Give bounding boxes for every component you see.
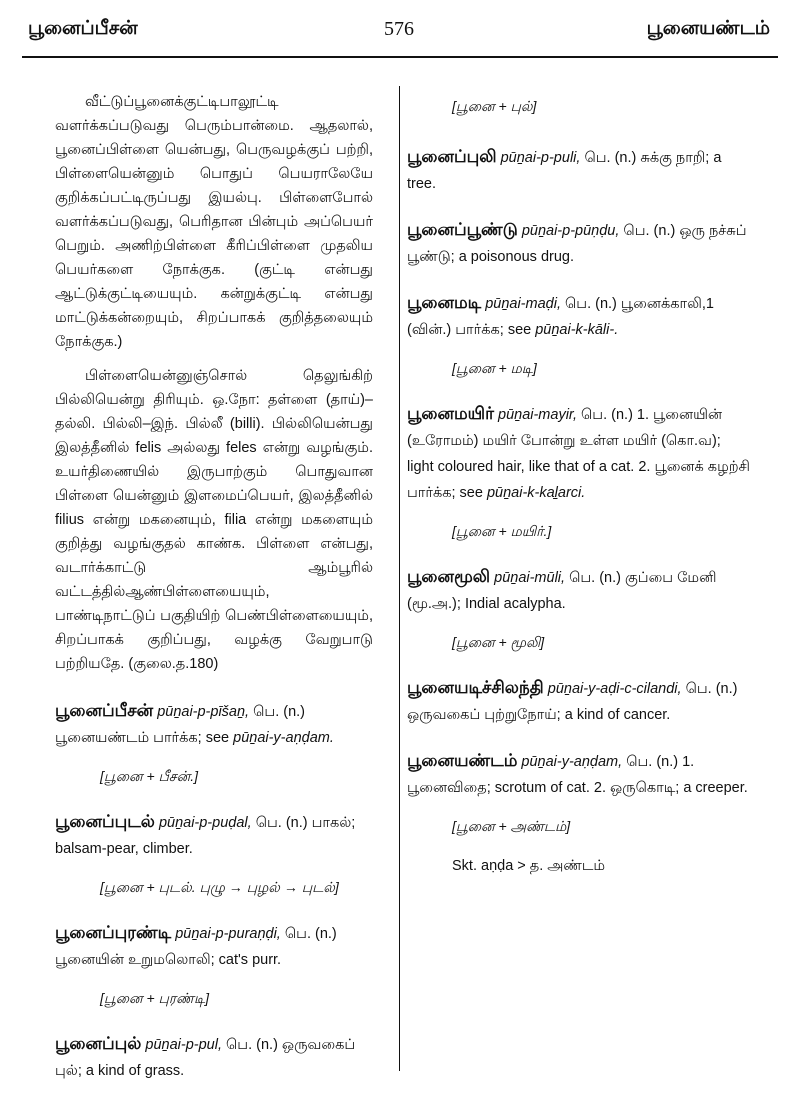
entry-definition: பெ. (n.) குப்பை மேனி (மூ.அ.); Indial acalypha.: [407, 570, 717, 612]
column-divider: [399, 86, 400, 1071]
entry-transliteration: pūṉai-p-pūṇḍu,: [521, 223, 620, 239]
entry-definition: பெ. (n.) ஒரு நச்சுப் பூண்டு; a poisonous drug.: [407, 223, 747, 265]
entry-poonai-p-pul: [55, 1031, 373, 1084]
entry-etymology: [பூனை + பீசன்.]: [100, 768, 199, 784]
entry-transliteration: pūṉai-p-pul,: [145, 1037, 222, 1053]
entry-transliteration: pūṉai-p-puraṇḍi,: [175, 926, 281, 942]
entry-transliteration: pūṉai-y-aṇḍam,: [521, 754, 623, 770]
entry-definition: பெ. (n.) ஒருவகைப் புற்றுநோய்; a kind of cancer.: [407, 681, 738, 723]
entry-etymology: [பூனை + மயிர்.]: [452, 523, 552, 539]
entry-poonai-p-purandi: [55, 920, 373, 1011]
entry-etymology: [பூனை + அண்டம்]: [452, 818, 571, 834]
entry-poonai-y-andam: [407, 748, 750, 879]
entry-definition: பெ. (n.) பூனைக்காலி,1 (வின்.) பார்க்க; see: [407, 296, 714, 338]
entry-poonai-madi: [407, 290, 750, 381]
left-running-headword: பூனைப்பீசன்: [28, 18, 138, 39]
entry-transliteration: pūṉai-mayir,: [498, 407, 577, 423]
carried-etymology: [பூனை + புல்]: [452, 98, 537, 114]
entry-headword: பூனைப்புலி: [407, 147, 497, 166]
entry-definition: பெ. (n.) ஒருவகைப் புல்; a kind of grass.: [55, 1037, 356, 1079]
entry-headword: பூனைமடி: [407, 293, 482, 312]
entry-definition: பெ. (n.) 1. பூனைவிதை; scrotum of cat. 2. ஒருகொடி; a creeper.: [407, 754, 748, 796]
header-rule: [22, 56, 778, 58]
entry-headword: பூனைமயிர்: [407, 404, 494, 423]
entry-headword: பூனைமூலி: [407, 567, 491, 586]
entry-etymology: [பூனை + மூலி]: [452, 634, 545, 650]
entry-etymology: [பூனை + புரண்டி]: [100, 990, 210, 1006]
entry-transliteration: pūṉai-mūli,: [494, 570, 566, 586]
right-column: [407, 90, 750, 899]
entry-headword: பூனையடிச்சிலந்தி: [407, 678, 544, 697]
left-column: [55, 90, 373, 1104]
entry-etymology: [பூனை + புடல். புழு → புழல் → புடல்]: [100, 879, 339, 895]
entry-headword: பூனைப்புரண்டி: [55, 923, 172, 942]
left-paragraph-2: பிள்ளையென்னுஞ்சொல் தெலுங்கிற் பில்லியென்று திரியும். ஒ.நோ: தள்ளை (தாய்)– தல்லி. பில்லி–இந். பில்லீ (billi). பில்லியென்பது இலத்தீனில் felis அல்லது feles என்று வழங்கும். உயர்திணையில் இருபாற்கும் பொதுவான பிள்ளை யென்னும் இளமைப்பெயர், இலத்தீனில் filius என்று மகனையும், filia என்று மகளையும் குறித்து வழங்குதல் காண்க. பிள்ளை என்பது, வடார்க்காட்டு ஆம்பூரில் வட்டத்தில்ஆண்பிள்ளையையும், பாண்டிநாட்டுப் பகுதியிற் பெண்பிள்ளையையும், சிறப்பாகக் குறிப்பது, வழக்கு வேறுபாடு பற்றியதே. (குலை.த.180): [55, 368, 373, 672]
entry-poonai-y-adi-c-cilandi: [407, 675, 750, 728]
entry-transliteration: pūṉai-p-pīšaṉ,: [157, 704, 250, 720]
entry-poonai-mayir: [407, 401, 750, 544]
entry-transliteration: pūṉai-y-aḍi-c-cilandi,: [547, 681, 682, 697]
entry-headword: பூனைப்பீசன்: [55, 701, 154, 720]
entry-poonai-p-pudal: [55, 809, 373, 900]
entry-pooonai-p-peesan: [55, 698, 373, 789]
entry-transliteration: pūṉai-p-puḍal,: [158, 815, 252, 831]
entry-definition: பெ. (n.) சுக்கு நாறி; a tree.: [407, 150, 722, 192]
entry-cross-reference: pūṉai-y-aṇḍam.: [233, 730, 334, 746]
page-header: [28, 14, 770, 54]
entry-etymology: [பூனை + மடி]: [452, 360, 537, 376]
entry-definition: பெ. (n.) பூனையண்டம் பார்க்க; see: [55, 704, 306, 746]
entry-poonai-p-puli: [407, 144, 750, 197]
entry-definition: பெ. (n.) 1. பூனையின் (உரோமம்) மயிர் போன்று உள்ள மயிர் (கொ.வ); light coloured hair, like that of a cat. 2. பூனைக் கழற்சி பார்க்க; see: [407, 407, 750, 501]
entry-headword: பூனைப்புடல்: [55, 812, 155, 831]
entry-headword: பூனைப்புல்: [55, 1034, 142, 1053]
entry-definition: பெ. (n.) பூனையின் உறுமலொலி; cat's purr.: [55, 926, 337, 968]
entry-transliteration: pūṉai-p-puli,: [500, 150, 581, 166]
entry-poonai-mooli: [407, 564, 750, 655]
entry-headword: பூனைப்பூண்டு: [407, 220, 518, 239]
entry-cross-reference: pūṉai-k-kaḻarci.: [486, 485, 586, 501]
entry-poonai-p-poondu: [407, 217, 750, 270]
entry-cross-reference: pūṉai-k-kāli-.: [535, 322, 619, 338]
entry-transliteration: pūṉai-maḍi,: [485, 296, 561, 312]
left-paragraph-1: வீட்டுப்பூனைக்குட்டிபாலூட்டி வளர்க்கப்படுவது பெரும்பான்மை. ஆதலால், பூனைப்பிள்ளை யென்பது, பெருவழக்குப் பற்றி, பிள்ளையென்னும் பொதுப் பெயராலேயே குறிக்கப்பட்டிருப்பது இயல்பு. பிள்ளைபோல் வளர்க்கப்படுவது, பெரிதான பின்பும் அப்பெயர் பெறும். அணிற்பிள்ளை கீரிப்பிள்ளை முதலிய பெயர்களை நோக்குக. (குட்டி என்பது ஆட்டுக்குட்டியையும். கன்றுக்குட்டி என்பது மாட்டுக்கன்றையும், சிறப்பாகக் குறித்தலையும் நோக்குக.): [55, 94, 373, 350]
entry-sanskrit-note: Skt. aṇḍa > த. அண்டம்: [452, 858, 606, 874]
page-number: 576: [384, 18, 414, 40]
entry-definition: பெ. (n.) பாகல்; balsam-pear, climber.: [55, 815, 356, 857]
right-running-headword: பூனையண்டம்: [646, 18, 770, 39]
entry-headword: பூனையண்டம்: [407, 751, 518, 770]
